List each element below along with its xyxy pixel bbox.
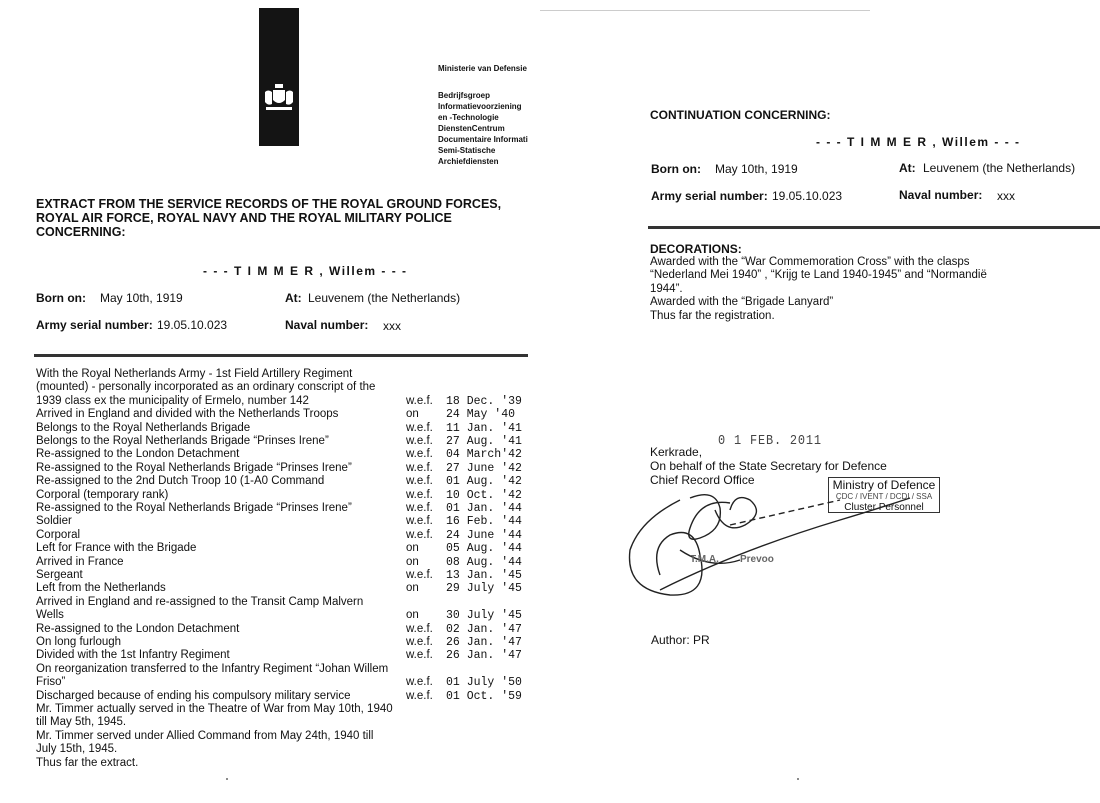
record-qualifier: w.e.f.	[406, 421, 433, 434]
record-date: 05 Aug. '44	[446, 542, 522, 556]
date-stamp: 0 1 FEB. 2011	[718, 433, 822, 449]
department-line: Bedrijfsgroep	[438, 91, 491, 100]
army-serial-value: 19.05.10.023	[157, 318, 228, 332]
ministry-logo	[259, 8, 299, 146]
record-text: Wells	[36, 609, 64, 622]
record-qualifier: on	[406, 555, 419, 568]
naval-number-label: Naval number:	[285, 318, 369, 332]
record-qualifier: on	[406, 542, 419, 555]
record-text: (mounted) - personally incorporated as an ordinary conscript of the	[36, 381, 376, 394]
record-text: Mr. Timmer served under Allied Command from May 24th, 1940 till	[36, 729, 374, 742]
continuation-naval-label: Naval number:	[899, 188, 983, 202]
record-text: Friso”	[36, 676, 66, 689]
continuation-title: CONTINUATION CONCERNING:	[650, 108, 831, 122]
record-text: Left for France with the Brigade	[36, 542, 197, 555]
record-text: Arrived in France	[36, 555, 124, 568]
army-serial-label: Army serial number:	[36, 318, 153, 332]
record-date: 29 July '45	[446, 582, 522, 596]
record-text: On long furlough	[36, 636, 122, 648]
record-text: Arrived in England and divided with the Netherlands Troops	[36, 408, 339, 421]
record-date: 13 Jan. '45	[446, 569, 522, 582]
extract-title: EXTRACT FROM THE SERVICE RECORDS OF THE ROYAL GROUND FORCES, ROYAL AIR FORCE, ROYAL NAVY AND THE ROYAL MILITARY POLICE CONCERNING:	[36, 197, 502, 239]
scan-edge	[540, 10, 870, 11]
decoration-line: Awarded with the “War Commemoration Cross” with the clasps	[650, 256, 970, 268]
record-qualifier: w.e.f.	[406, 622, 433, 635]
decoration-line: 1944”.	[650, 282, 683, 295]
ministry-name: Ministerie van Defensie	[438, 64, 527, 73]
record-qualifier: w.e.f.	[406, 502, 433, 514]
decoration-line: Awarded with the “Brigade Lanyard”	[650, 296, 834, 309]
signature-line: On behalf of the State Secretary for Defence	[650, 459, 887, 473]
signature-line: Chief Record Office	[650, 473, 755, 487]
record-qualifier: on	[406, 609, 419, 622]
record-date: 01 Oct. '59	[446, 689, 522, 703]
royal-crest-icon	[262, 82, 296, 112]
record-text: Corporal (temporary rank)	[36, 488, 169, 501]
continuation-born-value: May 10th, 1919	[715, 162, 798, 176]
record-date: 02 Jan. '47	[446, 622, 522, 636]
signature-line: Kerkrade,	[650, 445, 703, 459]
continuation-person-name: - - - T I M M E R , Willem - - -	[816, 135, 1021, 149]
record-date: 27 June '42	[446, 461, 522, 475]
section-divider	[34, 354, 528, 357]
record-qualifier: w.e.f.	[406, 448, 433, 461]
person-name: - - - T I M M E R , Willem - - -	[203, 264, 408, 278]
record-text: Re-assigned to the Royal Netherlands Brigade “Prinses Irene”	[36, 502, 352, 514]
department-line: Archiefdiensten	[438, 157, 499, 166]
record-qualifier: w.e.f.	[406, 515, 433, 528]
record-text: Discharged because of ending his compulsory military service	[36, 689, 351, 702]
record-qualifier: w.e.f.	[406, 475, 433, 488]
record-date: 01 July '50	[446, 676, 522, 690]
record-text: Corporal	[36, 528, 81, 541]
record-text: Re-assigned to the Royal Netherlands Brigade “Prinses Irene”	[36, 461, 352, 474]
naval-number-value: xxx	[383, 319, 401, 333]
record-qualifier: w.e.f.	[406, 676, 433, 689]
record-text: Sergeant	[36, 569, 83, 581]
record-qualifier: w.e.f.	[406, 488, 433, 501]
department-line: DienstenCentrum	[438, 124, 505, 133]
record-text: On reorganization transferred to the Infantry Regiment “Johan Willem	[36, 662, 389, 675]
record-text: With the Royal Netherlands Army - 1st Field Artillery Regiment	[36, 368, 353, 380]
record-date: 08 Aug. '44	[446, 555, 522, 569]
signer-initials: T.M.A.	[690, 554, 719, 565]
signer-name: Prevoo	[740, 554, 774, 565]
continuation-at-label: At:	[899, 161, 916, 175]
stamp-subtitle: CDC / IVENT / DCDI / SSA	[835, 492, 933, 501]
continuation-army-label: Army serial number:	[651, 189, 768, 203]
record-text: Re-assigned to the 2nd Dutch Troop 10 (1-A0 Command	[36, 475, 325, 488]
record-date: 01 Jan. '44	[446, 502, 522, 515]
record-text: Mr. Timmer actually served in the Theatre of War from May 10th, 1940	[36, 703, 393, 715]
born-value: May 10th, 1919	[100, 291, 183, 305]
record-date: 24 May '40	[446, 408, 516, 422]
record-text: till May 5th, 1945.	[36, 716, 127, 729]
department-block	[438, 90, 528, 167]
decoration-line: “Nederland Mei 1940” , “Krijg te Land 1940-1945” and “Normandië	[650, 269, 987, 282]
department-line: en -Technologie	[438, 113, 499, 122]
record-text: Re-assigned to the London Detachment	[36, 622, 240, 635]
record-qualifier: w.e.f.	[406, 394, 433, 407]
record-date: 10 Oct. '42	[446, 488, 522, 502]
record-text: July 15th, 1945.	[36, 743, 118, 756]
scan-speck	[226, 778, 228, 780]
record-date: 04 March'42	[446, 448, 522, 462]
record-qualifier: w.e.f.	[406, 689, 433, 702]
at-value: Leuvenem (the Netherlands)	[308, 291, 461, 305]
record-qualifier: w.e.f.	[406, 649, 433, 662]
continuation-at-value: Leuvenem (the Netherlands)	[923, 161, 1076, 175]
record-qualifier: w.e.f.	[406, 461, 433, 474]
continuation-born-label: Born on:	[651, 162, 701, 176]
continuation-divider	[648, 226, 1100, 229]
scan-speck	[797, 778, 799, 780]
record-text: Divided with the 1st Infantry Regiment	[36, 649, 230, 662]
record-text: Re-assigned to the London Detachment	[36, 448, 240, 461]
record-text: Thus far the extract.	[36, 756, 139, 769]
department-line: Documentaire Informati	[438, 135, 528, 144]
record-date: 30 July '45	[446, 609, 522, 623]
record-qualifier: on	[406, 582, 419, 595]
record-text: Belongs to the Royal Netherlands Brigade	[36, 421, 251, 434]
decoration-line: Thus far the registration.	[650, 309, 775, 322]
record-text: Left from the Netherlands	[36, 582, 166, 595]
stamp-cluster: Cluster Personnel	[844, 502, 924, 513]
record-date: 26 Jan. '47	[446, 636, 522, 649]
record-date: 16 Feb. '44	[446, 515, 522, 529]
record-qualifier: w.e.f.	[406, 636, 433, 648]
record-text: Belongs to the Royal Netherlands Brigade “Prinses Irene”	[36, 435, 329, 447]
handwritten-signature	[620, 470, 940, 610]
decorations-body	[650, 256, 1030, 323]
record-qualifier: w.e.f.	[406, 435, 433, 447]
record-qualifier: on	[406, 408, 419, 421]
record-date: 11 Jan. '41	[446, 421, 522, 435]
record-qualifier: w.e.f.	[406, 569, 433, 581]
at-label: At:	[285, 291, 302, 305]
record-text: Arrived in England and re-assigned to the Transit Camp Malvern	[36, 595, 364, 608]
record-date: 18 Dec. '39	[446, 394, 522, 408]
department-line: Semi-Statische	[438, 146, 496, 155]
continuation-naval-value: xxx	[997, 189, 1015, 203]
record-date: 01 Aug. '42	[446, 475, 522, 489]
decorations-title: DECORATIONS:	[650, 242, 742, 256]
continuation-army-value: 19.05.10.023	[772, 189, 843, 203]
department-line: Informatievoorziening	[438, 102, 522, 111]
record-text: 1939 class ex the municipality of Ermelo, number 142	[36, 394, 309, 407]
born-label: Born on:	[36, 291, 86, 305]
record-qualifier: w.e.f.	[406, 528, 433, 541]
author-note: Author: PR	[651, 633, 710, 647]
record-date: 27 Aug. '41	[446, 435, 522, 448]
record-date: 24 June '44	[446, 528, 522, 542]
stamp-title: Ministry of Defence	[832, 478, 936, 492]
record-text: Soldier	[36, 515, 72, 528]
record-date: 26 Jan. '47	[446, 649, 522, 663]
